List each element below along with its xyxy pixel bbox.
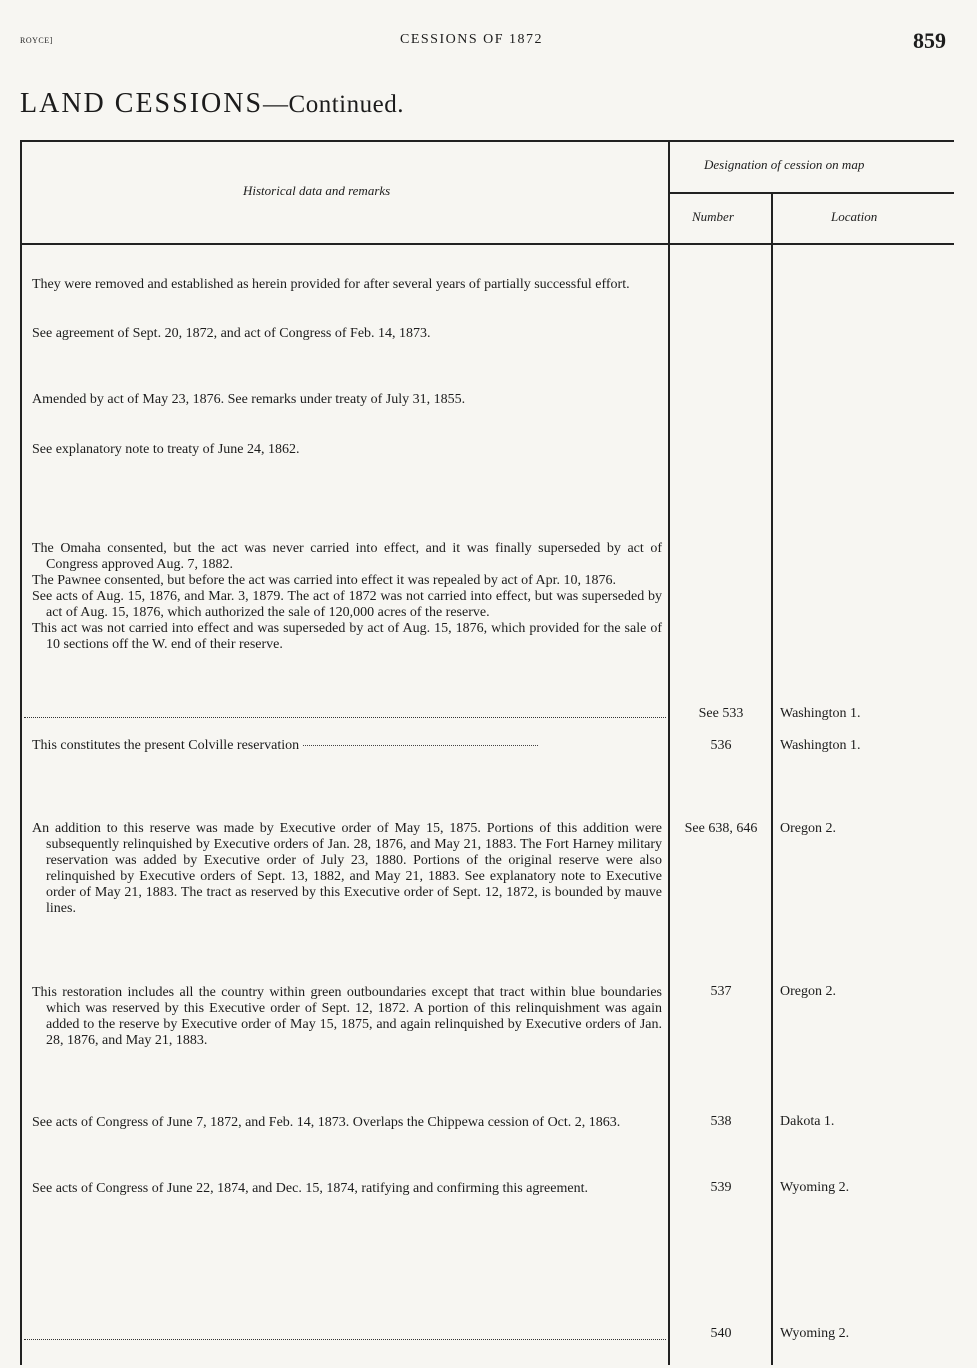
cession-location: Wyoming 2.: [780, 1180, 850, 1195]
table-row: [32, 985, 662, 1049]
title-main: LAND CESSIONS: [20, 88, 264, 119]
cession-location: Dakota 1.: [780, 1114, 835, 1129]
remark-paragraph: See agreement of Sept. 20, 1872, and act of Congress of Feb. 14, 1873.: [32, 326, 431, 341]
page-title: [20, 88, 404, 120]
table-row: [32, 821, 662, 917]
cession-number: 538: [710, 1114, 732, 1129]
remark-paragraph: They were removed and established as herein provided for after several years of partially successful effort.: [32, 277, 630, 292]
cession-number: 536: [710, 738, 732, 753]
remark-paragraph: The Omaha consented, but the act was never carried into effect, and it was finally superseded by act of Congress approved Aug. 7, 1882.: [32, 541, 662, 572]
table-row: [32, 277, 662, 293]
remark-paragraph: Amended by act of May 23, 1876. See remarks under treaty of July 31, 1855.: [32, 392, 466, 407]
cession-location: Oregon 2.: [780, 984, 836, 999]
header-bottom-rule: [20, 243, 954, 245]
remark-paragraph: This restoration includes all the country within green outboundaries except that tract within blue boundaries which was reserved by this Executive order of Sept. 12, 1872. A portion of this relinquishment was again added to the reserve by Executive order of May 15, 1875, and again relinquished by Executive orders of Jan. 28, 1876, and May 21, 1883.: [32, 985, 662, 1048]
column-divider-remarks: [668, 140, 670, 1365]
remark-paragraph: See acts of Aug. 15, 1876, and Mar. 3, 1879. The act of 1872 was not carried into effect, but was superseded by act of Aug. 15, 1876, which authorized the sale of 120,000 acres of the reserve.: [32, 589, 662, 620]
cession-number: See 533: [698, 706, 744, 721]
remark-paragraph: This constitutes the present Colville reservation: [32, 738, 300, 753]
header-remarks: Historical data and remarks: [243, 183, 391, 198]
remark-paragraph: See acts of Congress of June 7, 1872, and Feb. 14, 1873. Overlaps the Chippewa cession of Oct. 2, 1863.: [32, 1115, 621, 1130]
cession-number: 540: [710, 1326, 732, 1341]
header-designation: Designation of cession on map: [704, 157, 865, 172]
table-row: [32, 392, 662, 408]
header-number: Number: [692, 209, 734, 224]
cession-location: Washington 1.: [780, 738, 861, 753]
table-top-rule: [20, 140, 954, 142]
header-location: Location: [831, 209, 878, 224]
title-suffix: —Continued.: [263, 91, 404, 118]
table-row: [32, 1115, 662, 1131]
table-row: [32, 326, 662, 342]
leader-dots: [303, 745, 538, 746]
remark-paragraph: See acts of Congress of June 22, 1874, and Dec. 15, 1874, ratifying and confirming this agreement.: [32, 1181, 588, 1196]
table-row: [32, 738, 662, 754]
page-number: 859: [913, 28, 946, 53]
table-row: [32, 442, 662, 458]
cession-location: Oregon 2.: [780, 821, 836, 836]
remark-paragraph: The Pawnee consented, but before the act was carried into effect it was repealed by act of Apr. 10, 1876.: [32, 573, 617, 588]
cession-number: 537: [710, 984, 732, 999]
cession-location: Washington 1.: [780, 706, 861, 721]
table-left-rule: [20, 140, 22, 1365]
cession-number: 539: [710, 1180, 732, 1195]
running-head-title: CESSIONS OF 1872: [400, 32, 544, 47]
designation-subrule: [669, 192, 954, 194]
table-row: [32, 541, 662, 653]
cession-location: Wyoming 2.: [780, 1326, 850, 1341]
remark-paragraph: This act was not carried into effect and was superseded by act of Aug. 15, 1876, which provided for the sale of 10 sections off the W. end of their reserve.: [32, 621, 662, 652]
remark-paragraph: See explanatory note to treaty of June 24, 1862.: [32, 442, 300, 457]
leader-dots: [24, 717, 666, 718]
leader-dots: [24, 1339, 666, 1340]
remark-paragraph: An addition to this reserve was made by Executive order of May 15, 1875. Portions of this addition were subsequently relinquished by Executive orders of Jan. 28, 1876, and May 21, 1883. The Fort Harney military reservation was added by Executive order of July 23, 1880. Portions of the original reserve were also relinquished by Executive orders of Sept. 13, 1882, and May 21, 1883. See explanatory note to Executive order of May 21, 1883. The tract as reserved by this Executive order of Sept. 12, 1872, is bounded by mauve lines.: [32, 821, 662, 916]
cession-number: See 638, 646: [684, 821, 758, 836]
running-head-left: ROYCE]: [20, 36, 53, 45]
table-row: [32, 1181, 662, 1197]
column-divider-number: [771, 193, 773, 1365]
